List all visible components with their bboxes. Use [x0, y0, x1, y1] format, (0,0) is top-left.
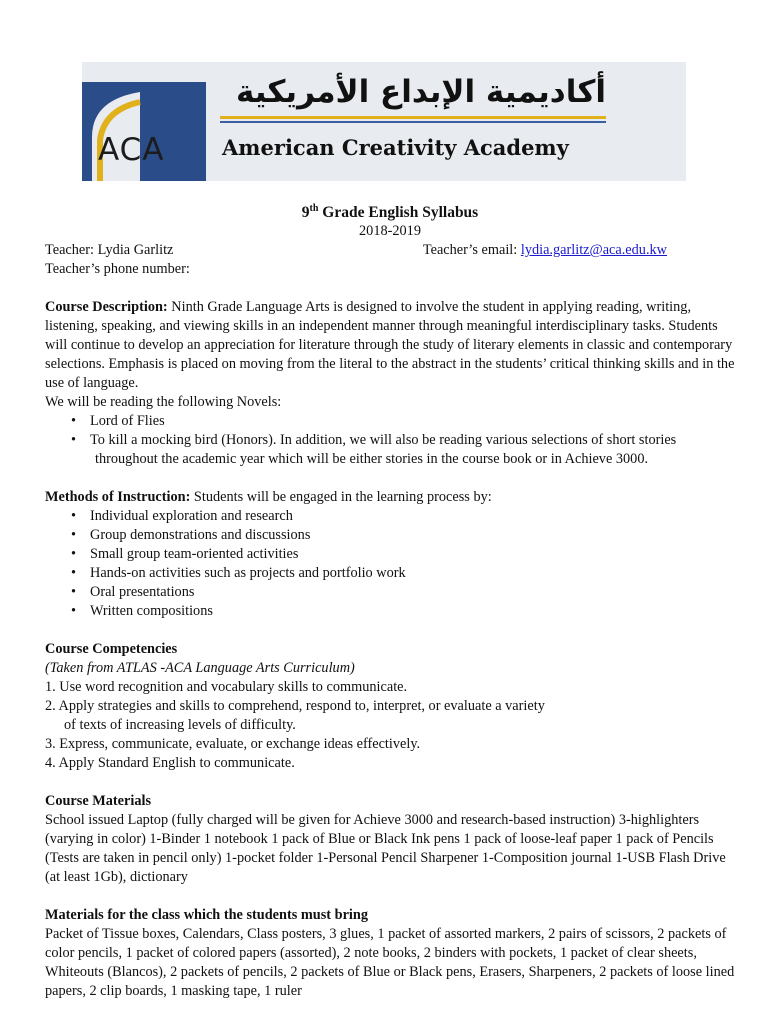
competencies-source: (Taken from ATLAS -ACA Language Arts Curriculum) [45, 660, 355, 677]
phone-label: Teacher’s phone number: [45, 261, 190, 278]
class-materials-text: Packet of Tissue boxes, Calendars, Class posters, 3 glues, 1 packet of assorted markers, 2 pairs of scissors, 2 packets of color pencils, 1 packet of colored papers (assorted), 2 note books, 2 binders with pockets, 1 packet of clear sheets, Whiteouts (Blancos), 2 packets of pencils, 2 packets of Blue or Black pens, Erasers, Sharpeners, 2 packets of loose lined papers, 2 clip boards, 1 masking tape, 1 ruler [45, 926, 735, 1000]
email-label: Teacher’s email: [422, 242, 521, 259]
teacher-info-row [45, 241, 735, 260]
list-item: • Small group team-oriented activities [45, 545, 735, 564]
list-item: • Individual exploration and research [45, 507, 735, 526]
course-materials-text: School issued Laptop (fully charged will be given for Achieve 3000 and research-based instruction) 3-highlighters (varying in color) 1-Binder 1 notebook 1 pack of Blue or Black Ink pens 1 pack of loose-leaf paper 1 pack of Pencils (Tests are taken in pencil only) 1-pocket folder 1-Personal Pencil Sharpener 1-Composition journal 1-USB Flash Drive (at least 1Gb), dictionary [45, 812, 726, 886]
competency-item: 1. Use word recognition and vocabulary skills to communicate. [45, 679, 408, 696]
school-logo-banner [82, 62, 686, 181]
school-year: 2018-2019 [359, 223, 421, 240]
list-item: • Group demonstrations and discussions [45, 526, 735, 545]
class-materials-heading: Materials for the class which the students must bring [45, 907, 368, 924]
blue-divider [220, 121, 606, 123]
course-description: Course Description: Ninth Grade Language Arts is designed to involve the student in applying reading, writing, listening, speaking, and viewing skills in an independent manner through meaningful interdisciplinary tasks. Students will continue to develop an appreciation for literature through the study of literary elements in classic and contemporary selections. Emphasis is placed on moving from the literal to the abstract in the students’ critical thinking skills and in the use of language. [45, 299, 735, 392]
logo-abbreviation: ACA [98, 132, 165, 168]
course-description-heading: Course Description: [45, 299, 168, 316]
methods-heading: Methods of Instruction: [45, 489, 191, 506]
arabic-school-name: أكاديمية الإبداع الأمريكية [235, 74, 606, 110]
methods-list [45, 507, 735, 621]
novels-continuation: throughout the academic year which will be either stories in the course book or in Achieve 3000. [95, 451, 649, 468]
gold-divider [220, 116, 606, 119]
teacher-email-link[interactable]: lydia.garlitz@aca.edu.kw [520, 242, 667, 259]
competencies-heading: Course Competencies [45, 641, 178, 658]
novels-intro: We will be reading the following Novels: [45, 394, 282, 411]
school-name: American Creativity Academy [222, 135, 569, 160]
competency-item: 3. Express, communicate, evaluate, or exchange ideas effectively. [45, 736, 421, 753]
methods-of-instruction: Methods of Instruction: Students will be engaged in the learning process by: [45, 489, 492, 506]
competency-item: 2. Apply strategies and skills to comprehend, respond to, interpret, or evaluate a variety [45, 698, 545, 715]
novels-list [45, 412, 735, 450]
competency-item-continuation: of texts of increasing levels of difficulty. [64, 717, 296, 734]
competency-item: 4. Apply Standard English to communicate. [45, 755, 295, 772]
list-item: • Written compositions [45, 602, 735, 621]
syllabus-document [45, 195, 735, 1001]
teacher-name: Teacher: Lydia Garlitz [45, 242, 174, 259]
page-title: 9th Grade English Syllabus [301, 203, 479, 222]
list-item: • Lord of Flies [45, 412, 735, 431]
course-materials-heading: Course Materials [45, 793, 152, 810]
list-item: • To kill a mocking bird (Honors). In addition, we will also be reading various selections of short stories [45, 431, 735, 450]
list-item: • Hands-on activities such as projects and portfolio work [45, 564, 735, 583]
list-item: • Oral presentations [45, 583, 735, 602]
